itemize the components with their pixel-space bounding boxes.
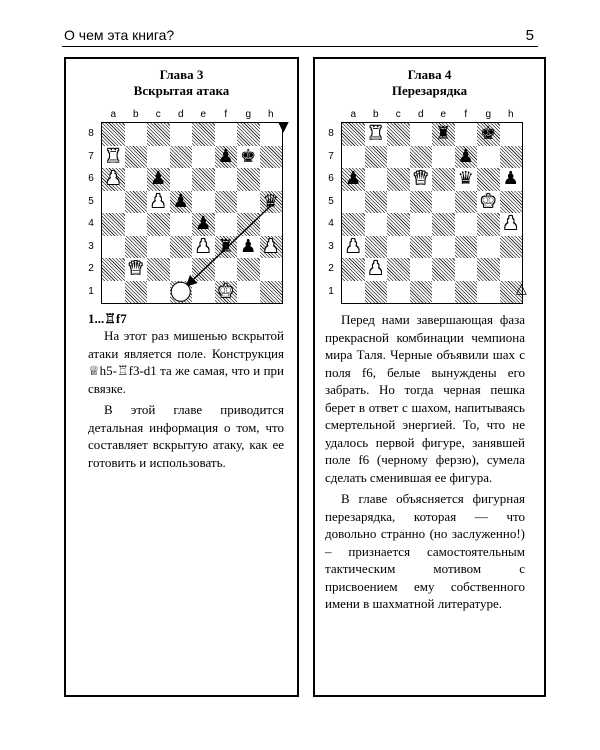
header-title: О чем эта книга? — [64, 27, 175, 43]
board-square — [387, 168, 410, 191]
rank-label: 2 — [328, 263, 334, 274]
rank-label: 1 — [88, 285, 94, 297]
chess-piece: ♛ — [412, 168, 429, 189]
file-label: f — [464, 109, 468, 120]
board-square — [410, 213, 433, 236]
chess-piece: ♟ — [502, 213, 519, 234]
board-square — [410, 123, 433, 146]
file-label: f — [224, 109, 228, 120]
board-square — [455, 258, 478, 281]
rank-label: 5 — [328, 195, 334, 207]
chess-board — [101, 122, 283, 304]
board-square — [455, 281, 478, 304]
chapter-3-box — [64, 57, 299, 697]
board-square — [410, 146, 433, 169]
board-square — [477, 258, 500, 281]
board-square — [387, 213, 410, 236]
chess-piece: ♛ — [457, 168, 474, 189]
chess-piece: ♜ — [367, 123, 384, 144]
file-label: c — [155, 109, 161, 120]
board-square — [342, 258, 365, 281]
board-square — [477, 146, 500, 169]
file-label: e — [440, 109, 447, 120]
board-square — [455, 213, 478, 236]
board-square — [365, 236, 388, 259]
rank-label: 1 — [328, 285, 334, 297]
rank-label: 4 — [88, 218, 94, 229]
board-square — [432, 281, 455, 304]
board-square — [477, 281, 500, 304]
paragraph: В этой главе приводится детальная информация о том, что составляет вскрытую атаку, как ее готовить и использовать. — [88, 402, 284, 470]
chess-piece: ♟ — [367, 258, 384, 279]
file-label: h — [267, 109, 274, 120]
chess-piece: ♟ — [345, 168, 362, 189]
board-square — [342, 146, 365, 169]
chess-piece: ♟ — [150, 190, 167, 212]
file-label: h — [507, 109, 514, 120]
board-square — [432, 191, 455, 214]
rank-label: 2 — [88, 263, 94, 274]
file-label: g — [245, 109, 252, 120]
chess-piece: ♜ — [105, 145, 122, 167]
chess-piece: ♚ — [217, 280, 234, 302]
chapter-title: Вскрытая атака — [133, 83, 230, 98]
paragraph: В главе объясняется фигурная перезарядка, которая — что довольно странно (но заслуженно!) – признается самостоятельным тактическим мотивом с присвоением ему собственного имени в шахматной литературе. — [325, 491, 525, 611]
chapter-4-box — [313, 57, 546, 697]
move-notation: 1...♖f7 — [88, 311, 127, 326]
rank-label: 3 — [88, 240, 94, 252]
board-square — [432, 236, 455, 259]
chess-piece: ♜ — [217, 235, 234, 257]
board-square — [500, 236, 523, 259]
board-square — [432, 168, 455, 191]
board-square — [432, 258, 455, 281]
file-label: g — [485, 109, 492, 120]
chess-board — [341, 122, 523, 304]
chapter-title: Перезарядка — [391, 83, 468, 98]
file-label: b — [372, 109, 379, 120]
file-label: d — [177, 109, 184, 120]
board-square — [342, 191, 365, 214]
chapter-description — [325, 311, 525, 613]
paragraph: Перед нами завершающая фаза прекрасной комбинации чемпиона мира Таля. Черные объявили шах с поля f6, белые вынуждены его забрать. Но тогда черная пешка берет в ответ с шахом, напитываясь смертельной энергией. То, что не удалось первой фигуре, занявшей поле f6 (черному ферзю), сумела сделать сменившая ее фигура. — [325, 312, 525, 485]
chess-piece: ♟ — [262, 235, 279, 257]
board-square — [365, 146, 388, 169]
chess-piece: ♟ — [195, 213, 212, 234]
page-header — [62, 24, 538, 47]
board-square — [432, 213, 455, 236]
board-square — [455, 191, 478, 214]
rank-label: 7 — [328, 150, 334, 162]
board-square — [387, 123, 410, 146]
target-square-circle — [171, 282, 190, 301]
board-square — [387, 191, 410, 214]
board-square — [455, 236, 478, 259]
file-label: a — [350, 109, 357, 120]
chapter-number: Глава 3 — [159, 67, 204, 82]
board-square — [477, 213, 500, 236]
file-label: e — [200, 109, 207, 120]
board-square — [365, 191, 388, 214]
chess-piece: ♚ — [480, 123, 497, 144]
chess-piece: ♟ — [172, 190, 189, 212]
file-label: b — [132, 109, 139, 120]
board-square — [387, 281, 410, 304]
chess-piece: ♚ — [480, 190, 497, 212]
chess-piece: ♟ — [217, 145, 234, 167]
chapter-number: Глава 4 — [407, 67, 452, 82]
rank-label: 6 — [88, 173, 94, 184]
board-square — [410, 258, 433, 281]
chess-piece: ♟ — [457, 145, 474, 167]
rank-label: 7 — [88, 150, 94, 162]
board-square — [387, 236, 410, 259]
page-number: 5 — [525, 27, 534, 44]
board-square — [410, 281, 433, 304]
board-square — [365, 281, 388, 304]
board-square — [432, 146, 455, 169]
file-label: d — [417, 109, 424, 120]
rank-label: 8 — [328, 128, 334, 139]
board-square — [342, 213, 365, 236]
rank-label: 8 — [88, 128, 94, 139]
board-square — [455, 123, 478, 146]
board-square — [365, 168, 388, 191]
chess-piece: ♟ — [240, 235, 257, 257]
board-square — [410, 191, 433, 214]
board-square — [500, 191, 523, 214]
file-labels — [102, 109, 282, 123]
board-square — [410, 236, 433, 259]
paragraph: На этот раз мишенью вскрытой атаки является поле. Конструкция ♕h5-♖f3-d1 та же самая, что и при связке. — [88, 328, 284, 396]
board-square — [477, 168, 500, 191]
black-to-move-marker: ▼ — [278, 119, 289, 135]
chess-piece: ♛ — [262, 190, 279, 212]
board-square — [387, 258, 410, 281]
file-label: a — [110, 109, 117, 120]
rank-label: 4 — [328, 218, 334, 229]
board-square — [500, 258, 523, 281]
chess-piece: ♜ — [435, 123, 452, 144]
chess-piece: ♛ — [127, 258, 144, 279]
chess-piece: ♚ — [240, 145, 257, 167]
board-square — [500, 146, 523, 169]
file-labels — [342, 109, 522, 123]
rank-label: 6 — [328, 173, 334, 184]
board-square — [387, 146, 410, 169]
file-label: c — [395, 109, 401, 120]
board-square — [500, 123, 523, 146]
chess-piece: ♟ — [195, 235, 212, 257]
board-square — [342, 281, 365, 304]
chess-piece: ♟ — [345, 235, 362, 257]
chess-piece: ♟ — [502, 168, 519, 189]
white-to-move-marker: △ — [516, 281, 527, 297]
rank-label: 3 — [328, 240, 334, 252]
rank-labels — [324, 123, 338, 303]
board-square — [342, 123, 365, 146]
chess-piece: ♟ — [150, 168, 167, 189]
rank-labels — [84, 123, 98, 303]
chapter-description — [88, 327, 284, 471]
chess-piece: ♟ — [105, 168, 122, 189]
board-square — [477, 236, 500, 259]
board-square — [365, 213, 388, 236]
rank-label: 5 — [88, 195, 94, 207]
